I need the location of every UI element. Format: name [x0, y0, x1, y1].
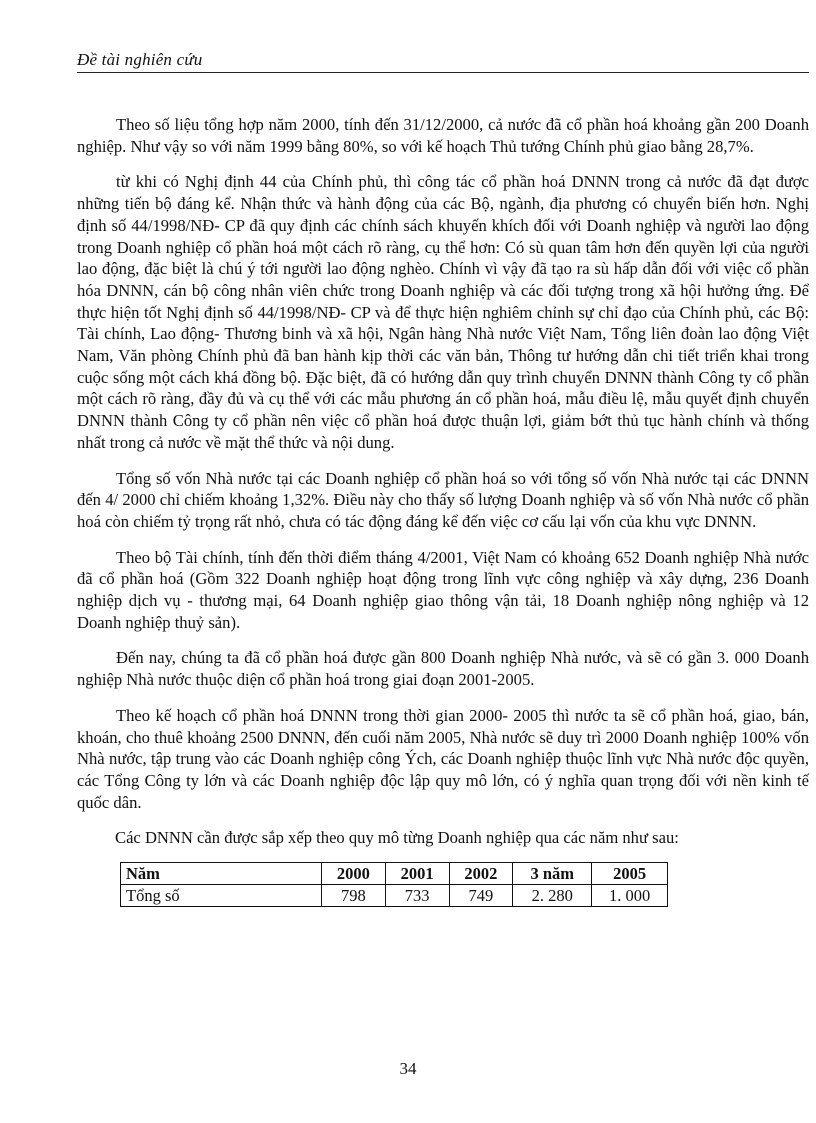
table-row [121, 885, 668, 907]
table-cell: Tổng số [121, 885, 322, 907]
paragraph-5: Đến nay, chúng ta đã cổ phần hoá được gần 800 Doanh nghiệp Nhà nước, và sẽ có gần 3. 000 Doanh nghiệp Nhà nước thuộc diện cổ phần hoá trong giai đoạn 2001-2005. [77, 648, 809, 690]
table-cell: 733 [385, 885, 449, 907]
header-divider [77, 72, 809, 73]
paragraph-4: Theo bộ Tài chính, tính đến thời điểm tháng 4/2001, Việt Nam có khoảng 652 Doanh nghiệp Nhà nước đã cổ phần hoá (Gồm 322 Doanh nghiệp hoạt động trong lĩnh vực công nghiệp và xây dựng, 236 Doanh nghiệp dịch vụ - thương mại, 64 Doanh nghiệp giao thông vận tải, 18 Doanh nghiệp nông nghiệp và 12 Doanh nghiệp thuỷ sản). [77, 547, 809, 632]
table-cell: 2. 280 [513, 885, 592, 907]
enterprise-table [120, 862, 668, 907]
paragraph-1: Theo số liệu tổng hợp năm 2000, tính đến 31/12/2000, cả nước đã cổ phần hoá khoảng gần 200 Doanh nghiệp. Như vậy so với năm 1999 bằng 80%, so với kế hoạch Thủ tướng Chính phủ giao bằng 28,7%. [77, 115, 809, 156]
paragraph-6: Theo kế hoạch cổ phần hoá DNNN trong thời gian 2000- 2005 thì nước ta sẽ cổ phần hoá, giao, bán, khoán, cho thuê khoảng 2500 DNNN, đến cuối năm 2005, Nhà nước sẽ duy trì 2000 Doanh nghiệp 100% vốn Nhà nước, tập trung vào các Doanh nghiệp công Ých, các Doanh nghiệp thuộc lĩnh vực Nhà nước độc quyền, các Tổng Công ty lớn và các Doanh nghiệp độc lập quy mô lớn, có ý nghĩa quan trọng đối với nền kinh tế quốc dân. [77, 705, 809, 812]
table-header-cell: 2002 [449, 863, 513, 885]
table-header-row [121, 863, 668, 885]
table-header-cell: 2001 [385, 863, 449, 885]
table-cell: 798 [322, 885, 386, 907]
table-cell: 749 [449, 885, 513, 907]
table-header-cell: 3 năm [513, 863, 592, 885]
table-cell: 1. 000 [592, 885, 668, 907]
table-header-cell: 2005 [592, 863, 668, 885]
table-header-cell: Năm [121, 863, 322, 885]
table-header-cell: 2000 [322, 863, 386, 885]
page-number: 34 [399, 1059, 417, 1078]
paragraph-3: Tổng số vốn Nhà nước tại các Doanh nghiệp cổ phần hoá so với tổng số vốn Nhà nước tại các DNNN đến 4/ 2000 chỉ chiếm khoảng 1,32%. Điều này cho thấy số lượng Doanh nghiệp và số vốn Nhà nước cổ phần hoá còn chiếm tỷ trọng rất nhỏ, chưa có tác động đáng kể đến việc cơ cấu lại vốn của khu vực DNNN. [77, 468, 809, 531]
table-intro: Các DNNN cần được sắp xếp theo quy mô từng Doanh nghiệp qua các năm như sau: [115, 828, 679, 848]
paragraph-2: từ khi có Nghị định 44 của Chính phủ, thì công tác cổ phần hoá DNNN trong cả nước đã đạt được những tiến bộ đáng kể. Nhận thức và hành động của các Bộ, ngành, địa phương có chuyển biến hơn. Nghị định số 44/1998/NĐ- CP đã quy định các chính sách khuyến khích đối với Doanh nghiệp và người lao động trong Doanh nghiệp cổ phần hoá một cách rõ ràng, cụ thể hơn: Có sù quan tâm hơn đến quyền lợi của người lao động, đặc biệt là chú ý tới người lao động nghèo. Chính vì vậy đã tạo ra sù hấp dẫn đối với việc cổ phần hóa DNNN, cán bộ công nhân viên chức trong Doanh nghiệp và các đối tượng trong xã hội hưởng ứng. Để thực hiện tốt Nghị định số 44/1998/NĐ- CP và để thực hiện nghiêm chỉnh sự chỉ đạo của Chính phủ, các Bộ: Tài chính, Lao động- Thương binh và xã hội, Ngân hàng Nhà nước Việt Nam, Tổng liên đoàn lao động Việt Nam, Văn phòng Chính phủ đã ban hành kịp thời các văn bản, Thông tư hướng dẫn chi tiết triển khai trong cuộc sống một cách khá đồng bộ. Đặc biệt, đã có hướng dẫn quy trình chuyển DNNN thành Công ty cổ phần một cách rõ ràng, đầy đủ và cụ thể với các mẫu phương án cổ phần hoá, mẫu điều lệ, mẫu quyết định chuyển DNNN thành Công ty cổ phần nên việc cổ phần hoá được thuận lợi, giảm bớt thủ tục hành chính và thống nhất trong cả nước về mặt thể thức và nội dung. [77, 172, 809, 452]
page-header-title: Đề tài nghiên cứu [77, 50, 203, 69]
document-body [77, 114, 809, 907]
